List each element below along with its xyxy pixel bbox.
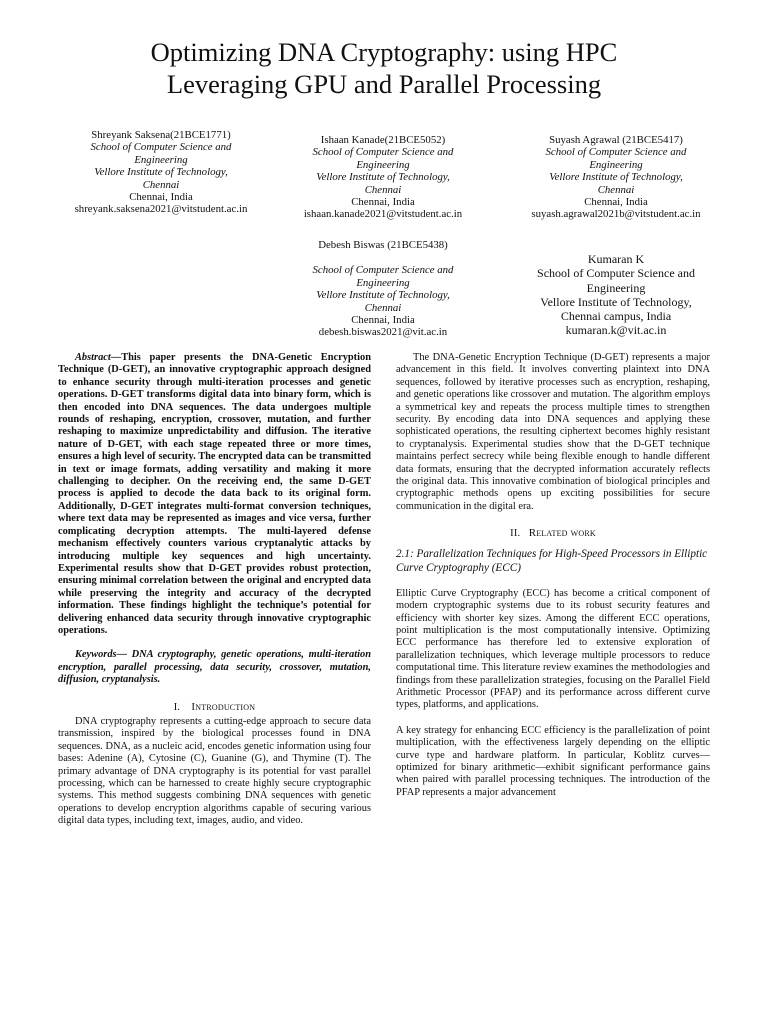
author-block-4	[266, 239, 500, 339]
author-dept: Engineering	[134, 153, 188, 166]
author-dept: School of Computer Science and	[537, 266, 695, 281]
author-institution: Chennai	[142, 178, 180, 191]
author-institution: Vellore Institute of Technology,	[94, 166, 228, 179]
author-email[interactable]: kumaran.k@vit.ac.in	[565, 323, 667, 338]
author-location: Chennai, India	[129, 191, 193, 204]
keywords-text: DNA cryptography, genetic operations, multi-iteration encryption, parallel processing, data security, crossover, mutation, diffusion, cryptanalysis.	[58, 649, 371, 686]
abstract-label: Abstract	[75, 352, 111, 363]
author-block-1	[44, 129, 278, 216]
author-name: Debesh Biswas (21BCE5438)	[318, 239, 448, 251]
author-email[interactable]: suyash.agrawal2021b@vitstudent.ac.in	[531, 208, 701, 221]
author-institution: Vellore Institute of Technology,	[316, 171, 450, 184]
section-title: Introduction	[191, 700, 256, 713]
section-number: I.	[173, 701, 181, 713]
title-line-2: Leveraging GPU and Parallel Processing	[166, 69, 602, 99]
section-heading-related-work	[396, 527, 710, 540]
introduction-paragraph: DNA cryptography represents a cutting-edge approach to secure data transmission, inspired by the biological processes found in DNA sequences. DNA, as a nucleic acid, encodes genetic information using four bases: Adenine (A), Cytosine (C), Guanine (G), and Thymine (T). The primary advantage of DNA cryptography is its potential for vast parallel processing, which can be harnessed to create highly secure cryptographic systems. This method suggests combining DNA sequences with genetic operations to develop encryption algorithms capable of securing various digital data types, including text, images, audio, and video.	[58, 715, 371, 827]
author-location: Chennai, India	[584, 196, 648, 209]
ecc-paragraph-1: Elliptic Curve Cryptography (ECC) has become a critical component of modern cryptographic systems due to its robust security features and efficiency with shorter key sizes. Among the different ECC operations, point multiplication is the most computationally intensive. Optimizing ECC performance has therefore led to extensive exploration of parallelization techniques, which leverage multiple processors to reduce computational time. This literature review examines the methodologies and findings from these parallelization strategies, focusing on the Parallel Field Arithmetic Processor (PFAP) and its performance across different curve types, platforms, and applications.	[396, 587, 710, 711]
section-number: II.	[510, 528, 521, 540]
author-dept: School of Computer Science and	[90, 141, 232, 154]
author-location: Chennai, India	[351, 196, 415, 209]
author-block-3	[499, 134, 733, 221]
right-column	[396, 352, 710, 799]
dget-paragraph: The DNA-Genetic Encryption Technique (D-GET) represents a major advancement in this field. It involves converting plaintext into DNA sequences, followed by iterative processes such as encryption, reshaping, and genetic operations like crossover and mutation. The algorithm employs a symmetrical key and repeats the process multiple times to strengthen security. By encoding data into DNA sequences and applying these sophisticated operations, the resulting ciphertext becomes highly resistant to cryptanalysis. Experimental studies show that the D-GET technique maintains perfect secrecy while being flexible enough to handle different data formats, ensuring that the decrypted information accurately reflects the original data. This innovative combination of biological principles and cryptographic methods opens up exciting possibilities for secure communication in the digital era.	[396, 352, 710, 512]
author-dept: School of Computer Science and	[545, 146, 687, 159]
author-dept: Engineering	[356, 276, 410, 289]
section-heading-introduction	[58, 701, 371, 714]
subsection-heading: 2.1: Parallelization Techniques for High-Speed Processors in Elliptic Curve Cryptography (ECC)	[396, 547, 708, 574]
abstract	[58, 352, 371, 637]
author-institution: Vellore Institute of Technology,	[316, 289, 450, 302]
author-institution: Chennai	[364, 301, 402, 314]
section-title: Related work	[528, 527, 596, 540]
author-name: Ishaan Kanade(21BCE5052)	[320, 134, 446, 146]
author-institution: Chennai	[597, 183, 635, 196]
author-name: Kumaran K	[587, 252, 645, 266]
paper-title	[60, 36, 708, 100]
author-dept: Engineering	[356, 158, 410, 171]
author-dept: School of Computer Science and	[312, 264, 454, 277]
left-column	[58, 352, 371, 828]
ecc-paragraph-2: A key strategy for enhancing ECC efficiency is the parallelization of point multiplication, with the effectiveness largely depending on the elliptic curve type and hardware platform. In particular, Koblitz curves—optimized for binary arithmetic—exhibit significant performance gains when paired with parallel processing techniques. The introduction of the PFAP represents a major advancement	[396, 724, 710, 798]
title-line-1: Optimizing DNA Cryptography: using HPC	[150, 37, 618, 67]
author-dept: Engineering	[586, 280, 646, 295]
author-block-2	[266, 134, 500, 221]
author-location: Chennai, India	[351, 314, 415, 327]
author-block-5	[499, 252, 733, 338]
author-name: Shreyank Saksena(21BCE1771)	[91, 129, 231, 141]
author-email[interactable]: shreyank.saksena2021@vitstudent.ac.in	[74, 203, 248, 216]
abstract-text: —This paper presents the DNA-Genetic Encryption Technique (D-GET), an innovative cryptographic approach designed to enhance security through multi-iteration processes and genetic operations. D-GET transforms digital data into binary form, which is then encoded into DNA sequences. The data undergoes multiple rounds of reshaping, encryption, crossover, mutation, and further reshaping to maximize unpredictability and diffusion. The iterative nature of D-GET, with each stage repeated three or more times, ensures a high level of security. The encrypted data can be transmitted in text or image formats, adding versatility and making it more challenging to decipher. On the receiving end, the same D-GET process is applied to decode the data back to its original form. Additionally, D-GET integrates multi-format conversion techniques, where text data may be represented as images and vice versa, further complicating decryption attempts. The multi-layered defense mechanism effectively counters various cryptanalytic attacks by introducing multiple key sequences and high uncertainty. Experimental results show that D-GET provides robust protection, ensuring minimal correlation between the original and encrypted data while preserving the integrity and accuracy of the decrypted information. These findings highlight the technique’s potential for delivering enhanced data security through innovative cryptographic operations.	[58, 352, 371, 636]
author-email[interactable]: ishaan.kanade2021@vitstudent.ac.in	[303, 208, 463, 221]
author-institution: Vellore Institute of Technology,	[549, 171, 683, 184]
author-institution: Chennai campus, India	[560, 309, 672, 324]
keywords	[58, 649, 371, 686]
author-dept: Engineering	[589, 158, 643, 171]
author-dept: School of Computer Science and	[312, 146, 454, 159]
author-institution: Chennai	[364, 183, 402, 196]
author-email[interactable]: debesh.biswas2021@vit.ac.in	[318, 326, 448, 339]
author-institution: Vellore Institute of Technology,	[540, 294, 692, 309]
keywords-label: Keywords—	[75, 649, 127, 661]
author-name: Suyash Agrawal (21BCE5417)	[549, 134, 683, 146]
